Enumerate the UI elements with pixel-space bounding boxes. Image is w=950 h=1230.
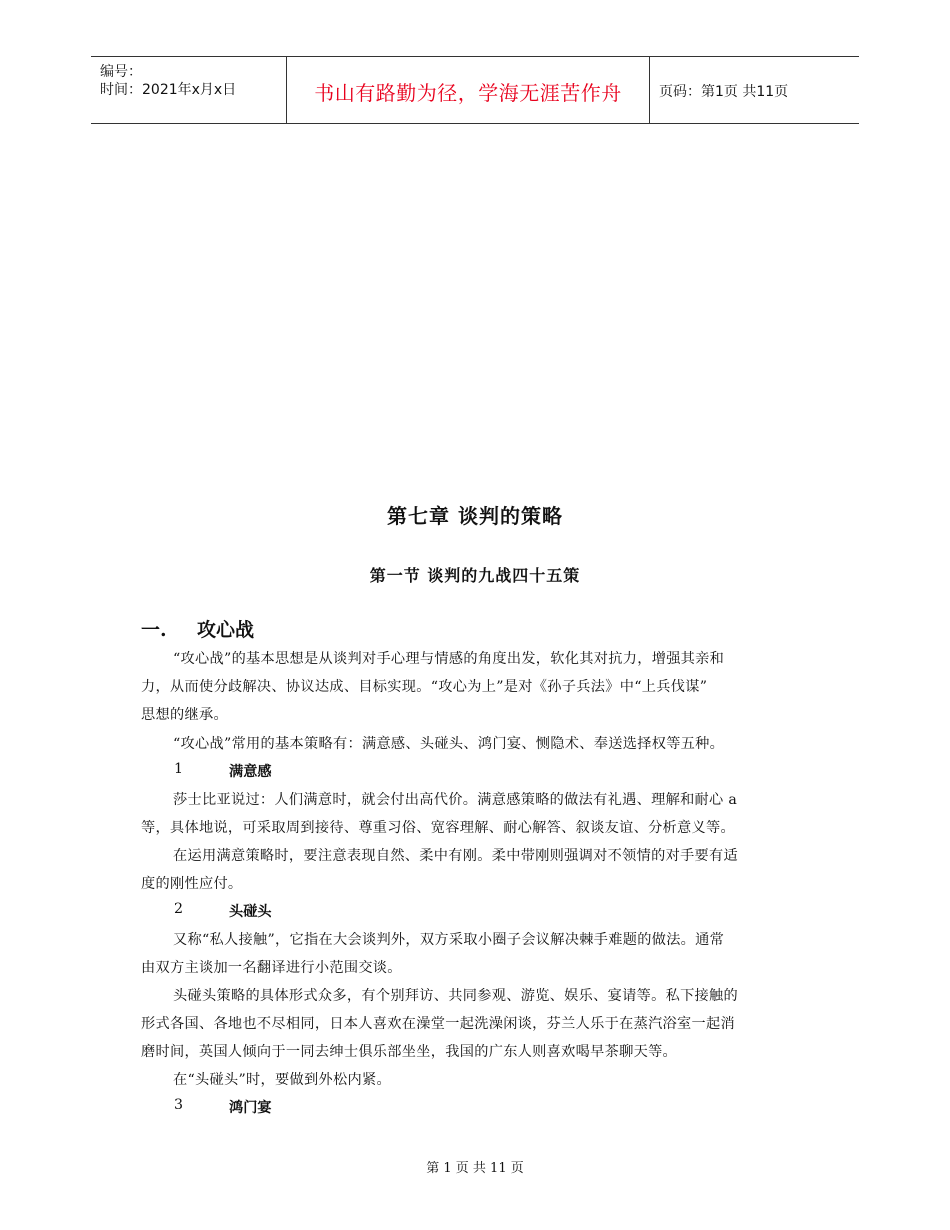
paragraph-line: 力，从而使分歧解决、协议达成、目标实现。“攻心为上”是对《孙子兵法》中“上兵伐谋” — [141, 679, 708, 695]
paragraph-line: 又称“私人接触”，它指在大会谈判外，双方采取小圈子会议解决棘手难题的做法。通常 — [173, 932, 725, 948]
header-motto: 书山有路勤为径，学海无涯苦作舟 — [314, 81, 622, 105]
subsection-number: 3 — [174, 1097, 184, 1113]
chapter-title: 第七章 谈判的策略 — [387, 504, 563, 528]
paragraph-line: 头碰头策略的具体形式众多，有个别拜访、共同参观、游览、娱乐、宴请等。私下接触的 — [173, 988, 739, 1004]
document-header — [91, 56, 859, 124]
paragraph-line: 莎士比亚说过：人们满意时，就会付出高代价。满意感策略的做法有礼遇、理解和耐心 a — [173, 792, 738, 808]
header-page-cell — [650, 57, 859, 123]
paragraph-line: 思想的继承。 — [141, 707, 228, 723]
document-number-label: 编号： — [100, 64, 142, 80]
paragraph-line: 等，具体地说，可采取周到接待、尊重习俗、宽容理解、耐心解答、叙谈友谊、分析意义等。 — [141, 820, 735, 836]
heading-level1 — [141, 615, 254, 642]
paragraph-line: “攻心战”常用的基本策略有：满意感、头碰头、鸿门宴、恻隐术、奉送选择权等五种。 — [173, 736, 725, 752]
paragraph-line: “攻心战”的基本思想是从谈判对手心理与情感的角度出发，软化其对抗力，增强其亲和 — [173, 651, 725, 667]
paragraph-line: 由双方主谈加一名翻译进行小范围交谈。 — [141, 960, 402, 976]
header-motto-cell — [287, 57, 650, 123]
page-footer: 第 1 页 共 11 页 — [426, 1161, 524, 1176]
subsection-title: 头碰头 — [229, 904, 272, 920]
paragraph-line: 在运用满意策略时，要注意表现自然、柔中有刚。柔中带刚则强调对不领情的对手要有适 — [173, 848, 739, 864]
paragraph-line: 在“头碰头”时，要做到外松内紧。 — [173, 1072, 391, 1088]
document-date-label: 时间：2021年x月x日 — [100, 82, 237, 98]
paragraph-line: 磨时间，英国人倾向于一同去绅士俱乐部坐坐，我国的广东人则喜欢喝早茶聊天等。 — [141, 1044, 678, 1060]
header-meta-cell — [91, 57, 287, 123]
header-page-number: 页码：第1页 共11页 — [659, 84, 789, 100]
subsection-title: 满意感 — [229, 764, 272, 780]
heading-text: 攻心战 — [197, 619, 255, 641]
heading-number: 一. — [141, 619, 167, 641]
subsection-number: 2 — [174, 901, 184, 917]
subsection-number: 1 — [174, 761, 184, 777]
paragraph-line: 形式各国、各地也不尽相同，日本人喜欢在澡堂一起洗澡闲谈，芬兰人乐于在蒸汽浴室一起消 — [141, 1016, 735, 1032]
paragraph-line: 度的刚性应付。 — [141, 876, 243, 892]
subsection-title: 鸿门宴 — [229, 1100, 272, 1116]
section-title: 第一节 谈判的九战四十五策 — [369, 566, 581, 585]
